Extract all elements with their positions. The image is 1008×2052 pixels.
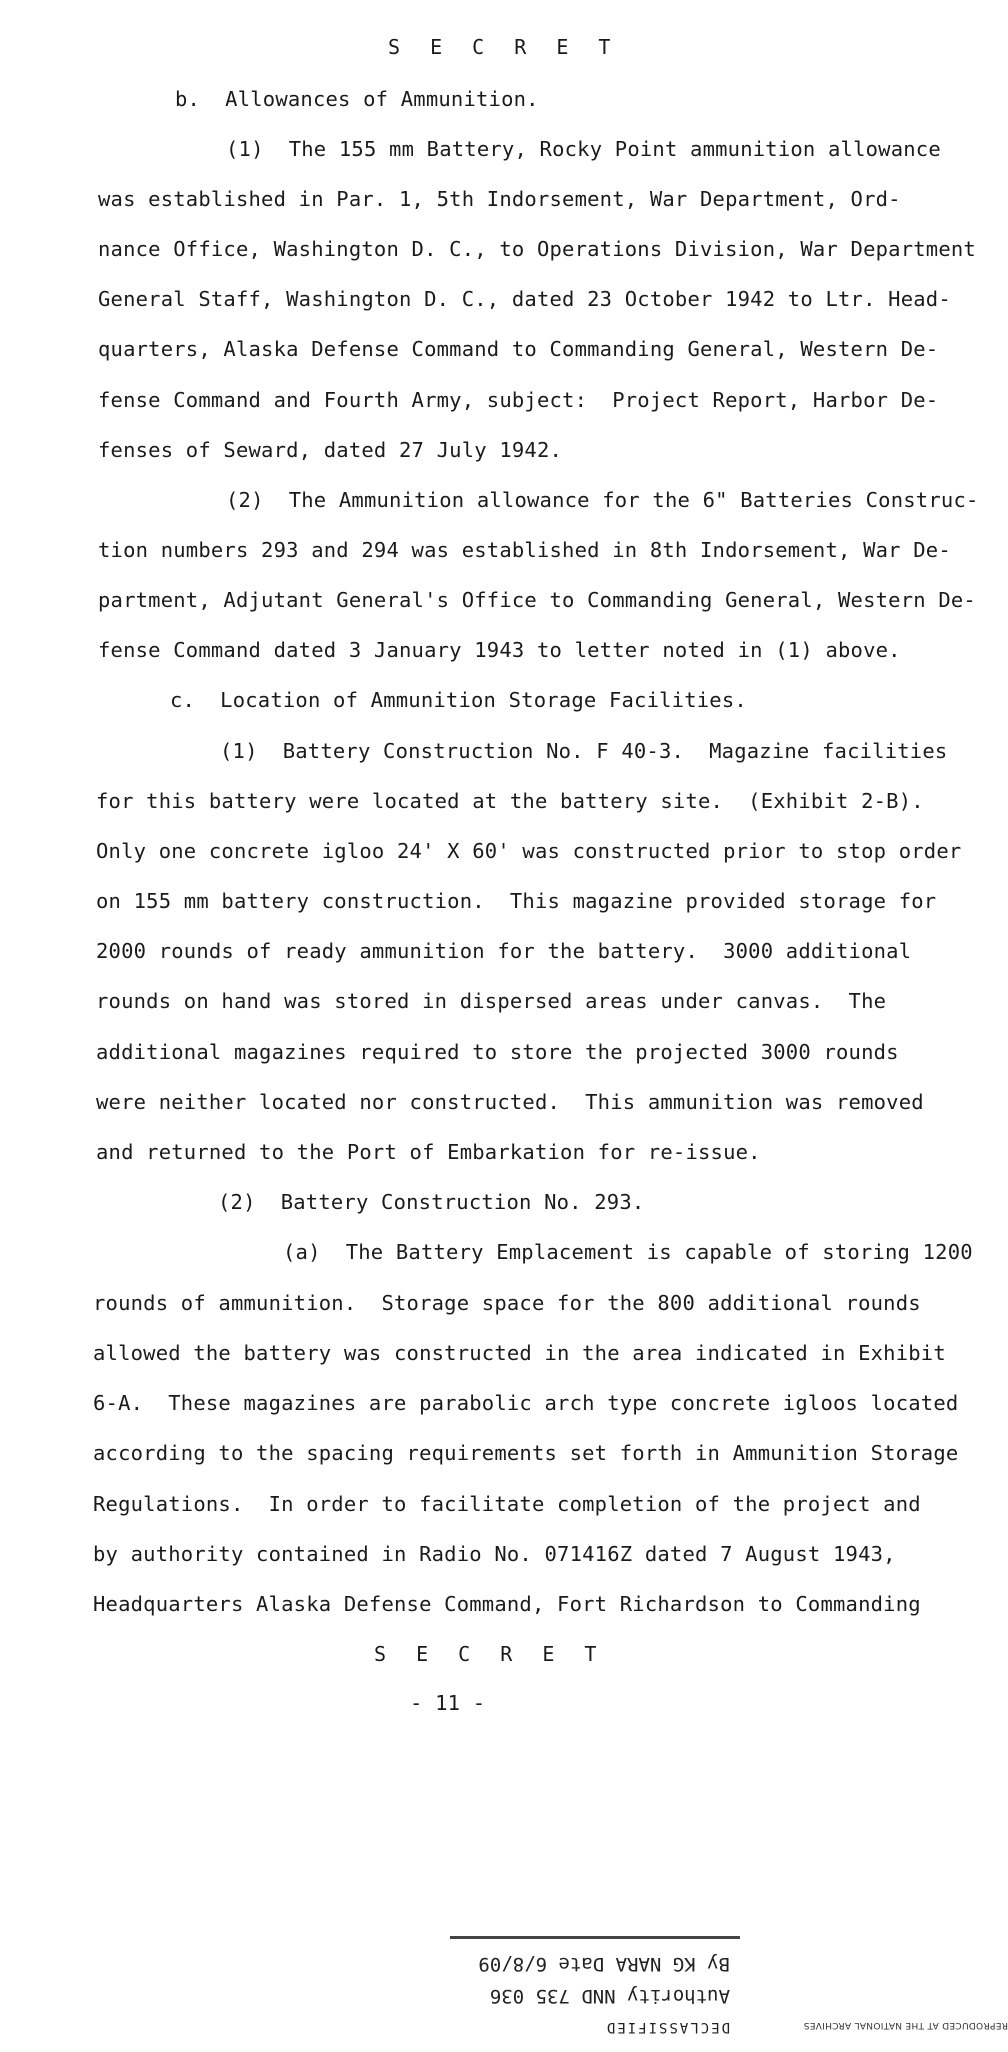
section-heading-b: b. Allowances of Ammunition. — [175, 87, 539, 111]
text-line: allowed the battery was constructed in the area indicated in Exhibit — [93, 1341, 946, 1365]
header-classification: S E C R E T — [388, 35, 620, 59]
text-line: according to the spacing requirements set forth in Ammunition Storage — [93, 1441, 959, 1465]
text-line: was established in Par. 1, 5th Indorsement, War Department, Ord- — [98, 187, 901, 211]
text-line: and returned to the Port of Embarkation for re-issue. — [96, 1140, 761, 1164]
footer-classification: S E C R E T — [374, 1642, 606, 1666]
text-line: fenses of Seward, dated 27 July 1942. — [98, 438, 563, 462]
stamp-rule — [450, 1936, 740, 1939]
stamp-authority-line: Authority NND 735 036 — [489, 1985, 730, 2007]
page-number: - 11 - — [410, 1691, 486, 1715]
text-line: nance Office, Washington D. C., to Operations Division, War Department — [98, 237, 976, 261]
text-line: 6-A. These magazines are parabolic arch type concrete igloos located — [93, 1391, 959, 1415]
text-line: by authority contained in Radio No. 071416Z dated 7 August 1943, — [93, 1542, 896, 1566]
text-line: additional magazines required to store the projected 3000 rounds — [96, 1040, 899, 1064]
subsection-heading: (2) Battery Construction No. 293. — [218, 1190, 645, 1214]
text-line: partment, Adjutant General's Office to Commanding General, Western De- — [98, 588, 976, 612]
section-heading-c: c. Location of Ammunition Storage Facilities. — [170, 688, 747, 712]
text-line: Headquarters Alaska Defense Command, Fort Richardson to Commanding — [93, 1592, 921, 1616]
text-line: (1) The 155 mm Battery, Rocky Point ammunition allowance — [226, 137, 941, 161]
text-line: rounds of ammunition. Storage space for the 800 additional rounds — [93, 1291, 921, 1315]
text-line: fense Command and Fourth Army, subject: Project Report, Harbor De- — [98, 388, 939, 412]
text-line: on 155 mm battery construction. This magazine provided storage for — [96, 889, 937, 913]
text-line: (2) The Ammunition allowance for the 6" Batteries Construc- — [226, 488, 979, 512]
text-line: Regulations. In order to facilitate completion of the project and — [93, 1492, 921, 1516]
text-line: rounds on hand was stored in dispersed areas under canvas. The — [96, 989, 887, 1013]
text-line: (a) The Battery Emplacement is capable of storing 1200 — [283, 1240, 973, 1264]
text-line: quarters, Alaska Defense Command to Commanding General, Western De- — [98, 337, 939, 361]
text-line: 2000 rounds of ready ammunition for the battery. 3000 additional — [96, 939, 912, 963]
text-line: tion numbers 293 and 294 was established in 8th Indorsement, War De- — [98, 538, 951, 562]
text-line: for this battery were located at the battery site. (Exhibit 2-B). — [96, 789, 924, 813]
text-line: General Staff, Washington D. C., dated 23 October 1942 to Ltr. Head- — [98, 287, 951, 311]
reproduction-notice: REPRODUCED AT THE NATIONAL ARCHIVES — [803, 2020, 1008, 2030]
text-line: Only one concrete igloo 24' X 60' was constructed prior to stop order — [96, 839, 962, 863]
stamp-by-line: By KG NARA Date 6/8/09 — [478, 1953, 730, 1975]
text-line: fense Command dated 3 January 1943 to letter noted in (1) above. — [98, 638, 901, 662]
stamp-partial-line: DECLASSIFIED — [604, 2019, 730, 2035]
text-line: (1) Battery Construction No. F 40-3. Magazine facilities — [220, 739, 948, 763]
text-line: were neither located nor constructed. This ammunition was removed — [96, 1090, 924, 1114]
declassification-stamp — [440, 1925, 740, 2035]
